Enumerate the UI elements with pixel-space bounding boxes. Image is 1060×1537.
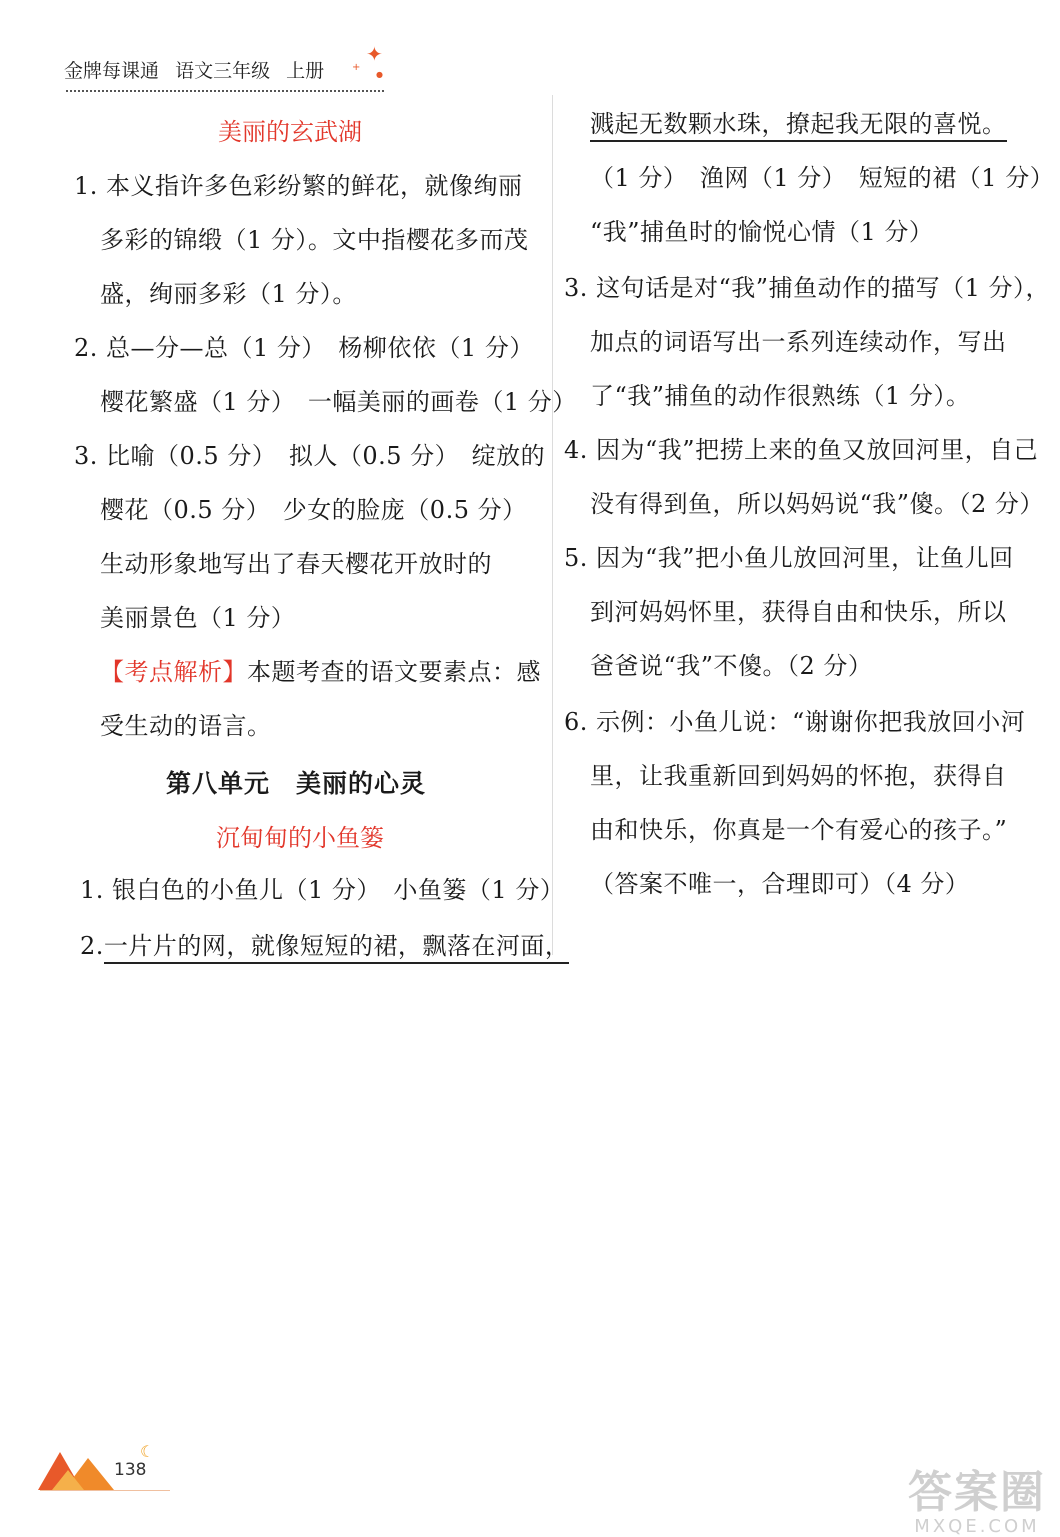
- answer-line: （答案不唯一，合理即可）（4 分）: [590, 870, 970, 898]
- series-name: 金牌每课通: [64, 60, 160, 82]
- underlined-answer: 一片片的网，就像短短的裙，飘落在河面，: [104, 932, 570, 964]
- book-header: [64, 56, 334, 83]
- answer-line: 了“我”捕鱼的动作很熟练（1 分）。: [590, 382, 971, 410]
- answer-line: [80, 926, 569, 961]
- analysis-text: 本题考查的语文要素点：感: [247, 658, 541, 686]
- answer-line: 由和快乐，你真是一个有爱心的孩子。”: [590, 816, 1008, 844]
- small-star-icon: +: [352, 62, 361, 73]
- answer-line: 没有得到鱼，所以妈妈说“我”傻。（2 分）: [590, 490, 1044, 518]
- subject-name: 语文三年级: [175, 60, 271, 82]
- mountain-icon: [38, 1440, 118, 1492]
- section-title-fish-basket: 沉甸甸的小鱼篓: [216, 824, 384, 852]
- answer-line: 5. 因为“我”把小鱼儿放回河里，让鱼儿回: [564, 544, 1014, 572]
- answer-line: 1. 本义指许多色彩纷繁的鲜花，就像绚丽: [74, 172, 523, 200]
- answer-line: 樱花繁盛（1 分） 一幅美丽的画卷（1 分）: [100, 388, 577, 416]
- answer-line: 4. 因为“我”把捞上来的鱼又放回河里，自己: [564, 436, 1039, 464]
- answer-line: 里，让我重新回到妈妈的怀抱，获得自: [590, 762, 1007, 790]
- answer-line: 樱花（0.5 分） 少女的脸庞（0.5 分）: [100, 496, 527, 524]
- question-number: 2.: [80, 932, 104, 960]
- footer-rule: [40, 1490, 170, 1491]
- answer-line: 6. 示例：小鱼儿说：“谢谢你把我放回小河: [564, 708, 1026, 736]
- answer-line: 美丽景色（1 分）: [100, 604, 296, 632]
- moon-icon: ☾: [140, 1442, 155, 1461]
- answer-line: “我”捕鱼时的愉悦心情（1 分）: [590, 218, 934, 246]
- watermark-logo: 答案圈: [908, 1467, 1046, 1518]
- answer-line: 多彩的锦缎（1 分）。文中指樱花多而茂: [100, 226, 529, 254]
- watermark: [908, 1467, 1046, 1537]
- page-number: 138: [114, 1460, 147, 1480]
- column-divider: [552, 95, 553, 955]
- watermark-url: MXQE.COM: [914, 1516, 1040, 1537]
- dot-icon: ●: [376, 70, 383, 79]
- answer-line: （1 分） 渔网（1 分） 短短的裙（1 分）: [590, 164, 1055, 192]
- section-title-xuanwu-lake: 美丽的玄武湖: [218, 118, 362, 146]
- analysis-line: 受生动的语言。: [100, 712, 272, 740]
- answer-line: 3. 这句话是对“我”捕鱼动作的描写（1 分），: [564, 274, 1050, 302]
- answer-line: 3. 比喻（0.5 分） 拟人（0.5 分） 绽放的: [74, 442, 546, 470]
- header-dotted-rule: [66, 90, 384, 92]
- underlined-answer: 溅起无数颗水珠，撩起我无限的喜悦。: [590, 110, 1007, 142]
- answer-line: 盛，绚丽多彩（1 分）。: [100, 280, 357, 308]
- answer-line: 到河妈妈怀里，获得自由和快乐，所以: [590, 598, 1007, 626]
- answer-line: 爸爸说“我”不傻。（2 分）: [590, 652, 873, 680]
- analysis-line: [100, 652, 541, 687]
- unit-title: 第八单元 美丽的心灵: [166, 769, 427, 798]
- answer-line: 1. 银白色的小鱼儿（1 分） 小鱼篓（1 分）: [80, 876, 565, 904]
- star-icon: ✦: [366, 42, 383, 66]
- volume-name: 上册: [286, 60, 325, 82]
- answer-line: [590, 104, 1007, 139]
- analysis-label: 【考点解析】: [100, 658, 247, 686]
- answer-line: 2. 总—分—总（1 分） 杨柳依依（1 分）: [74, 334, 534, 362]
- answer-line: 加点的词语写出一系列连续动作，写出: [590, 328, 1007, 356]
- answer-line: 生动形象地写出了春天樱花开放时的: [100, 550, 492, 578]
